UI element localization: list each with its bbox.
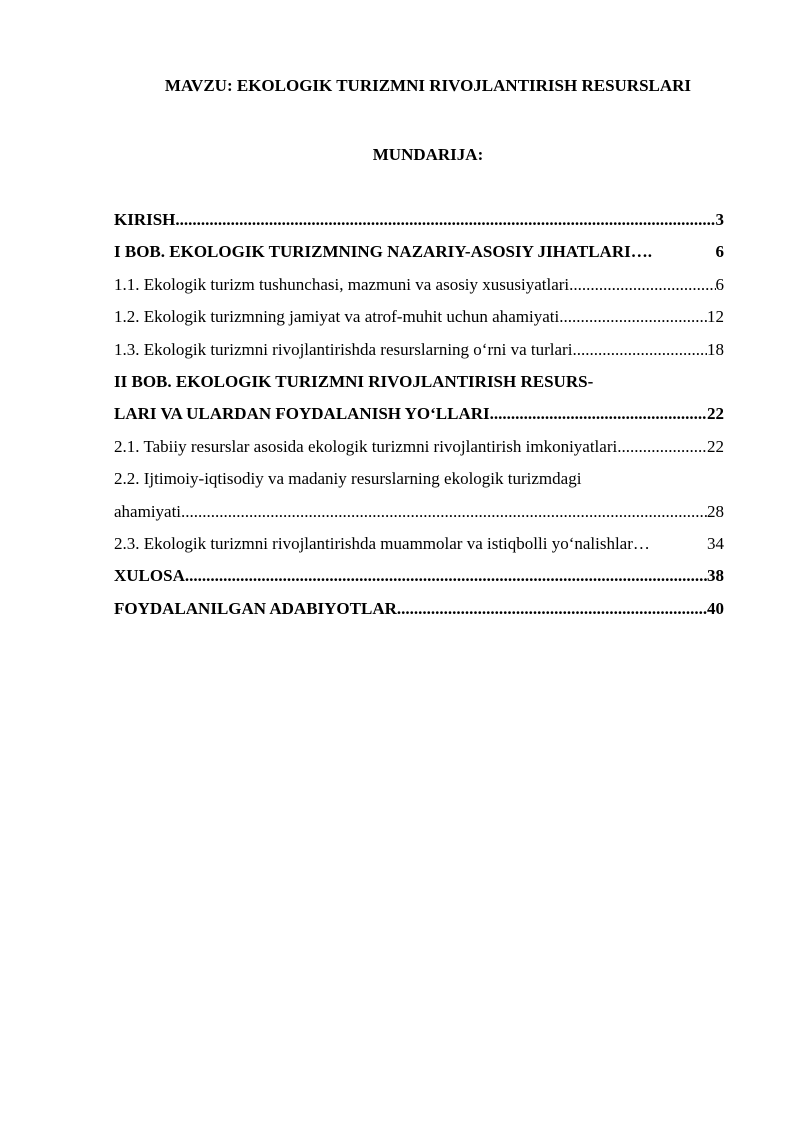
toc-entry	[114, 496, 724, 528]
toc-entry-label: XULOSA	[114, 566, 185, 586]
toc-entry-page: 18	[707, 339, 724, 359]
toc-entry	[114, 301, 724, 333]
table-of-contents	[114, 204, 724, 625]
toc-entry-page: 6	[715, 242, 724, 262]
toc-entry-page: 34	[707, 533, 724, 553]
toc-entry-label: 1.3. Ekologik turizmni rivojlantirishda resurslarning o‘rni va turlari	[114, 339, 573, 359]
toc-entry	[114, 236, 724, 268]
dot-leader	[559, 301, 707, 333]
toc-entry-page: 22	[707, 404, 724, 424]
toc-entry	[114, 398, 724, 430]
dot-leader	[397, 593, 707, 625]
toc-entry-label: II BOB. EKOLOGIK TURIZMNI RIVOJLANTIRISH RESURS-	[114, 371, 594, 391]
toc-entry-label: LARI VA ULARDAN FOYDALANISH YO‘LLARI	[114, 404, 490, 424]
toc-entry-label: ahamiyati	[114, 501, 182, 521]
toc-entry-page: 40	[707, 598, 724, 618]
toc-entry-label: 2.3. Ekologik turizmni rivojlantirishda muammolar va istiqbolli yo‘nalishlar…	[114, 533, 650, 553]
toc-entry	[114, 528, 724, 560]
toc-entry	[114, 593, 724, 625]
toc-entry	[114, 463, 724, 495]
toc-entry-label: 2.1. Tabiiy resurslar asosida ekologik turizmni rivojlantirish imkoniyatlari	[114, 436, 618, 456]
dot-leader	[185, 560, 707, 592]
toc-entry	[114, 366, 724, 398]
toc-entry-page: 6	[715, 274, 724, 294]
toc-entry-page: 22	[707, 436, 724, 456]
dot-leader	[175, 204, 715, 236]
toc-entry	[114, 431, 724, 463]
dot-leader	[572, 334, 707, 366]
dot-leader	[490, 398, 707, 430]
toc-entry-label: 1.2. Ekologik turizmning jamiyat va atrof-muhit uchun ahamiyati	[114, 307, 560, 327]
toc-entry	[114, 334, 724, 366]
toc-entry-label: KIRISH	[114, 210, 176, 229]
toc-entry	[114, 204, 724, 236]
toc-entry-label: 1.1. Ekologik turizm tushunchasi, mazmuni va asosiy xususiyatlari	[114, 274, 570, 294]
toc-entry	[114, 560, 724, 592]
toc-entry-label: I BOB. EKOLOGIK TURIZMNING NAZARIY-ASOSIY JIHATLARI….	[114, 242, 652, 262]
toc-entry-page: 3	[715, 210, 724, 229]
toc-entry	[114, 269, 724, 301]
toc-entry-page: 28	[707, 501, 724, 521]
document-title: MAVZU: EKOLOGIK TURIZMNI RIVOJLANTIRISH RESURSLARI	[164, 76, 692, 95]
dot-leader	[617, 431, 707, 463]
contents-heading: MUNDARIJA:	[372, 145, 484, 164]
toc-entry-page: 12	[707, 307, 724, 327]
toc-entry-label: 2.2. Ijtimoiy-iqtisodiy va madaniy resurslarning ekologik turizmdagi	[114, 469, 582, 489]
dot-leader	[181, 496, 707, 528]
toc-entry-label: FOYDALANILGAN ADABIYOTLAR	[114, 598, 397, 618]
toc-entry-page: 38	[707, 566, 724, 586]
dot-leader	[569, 269, 715, 301]
